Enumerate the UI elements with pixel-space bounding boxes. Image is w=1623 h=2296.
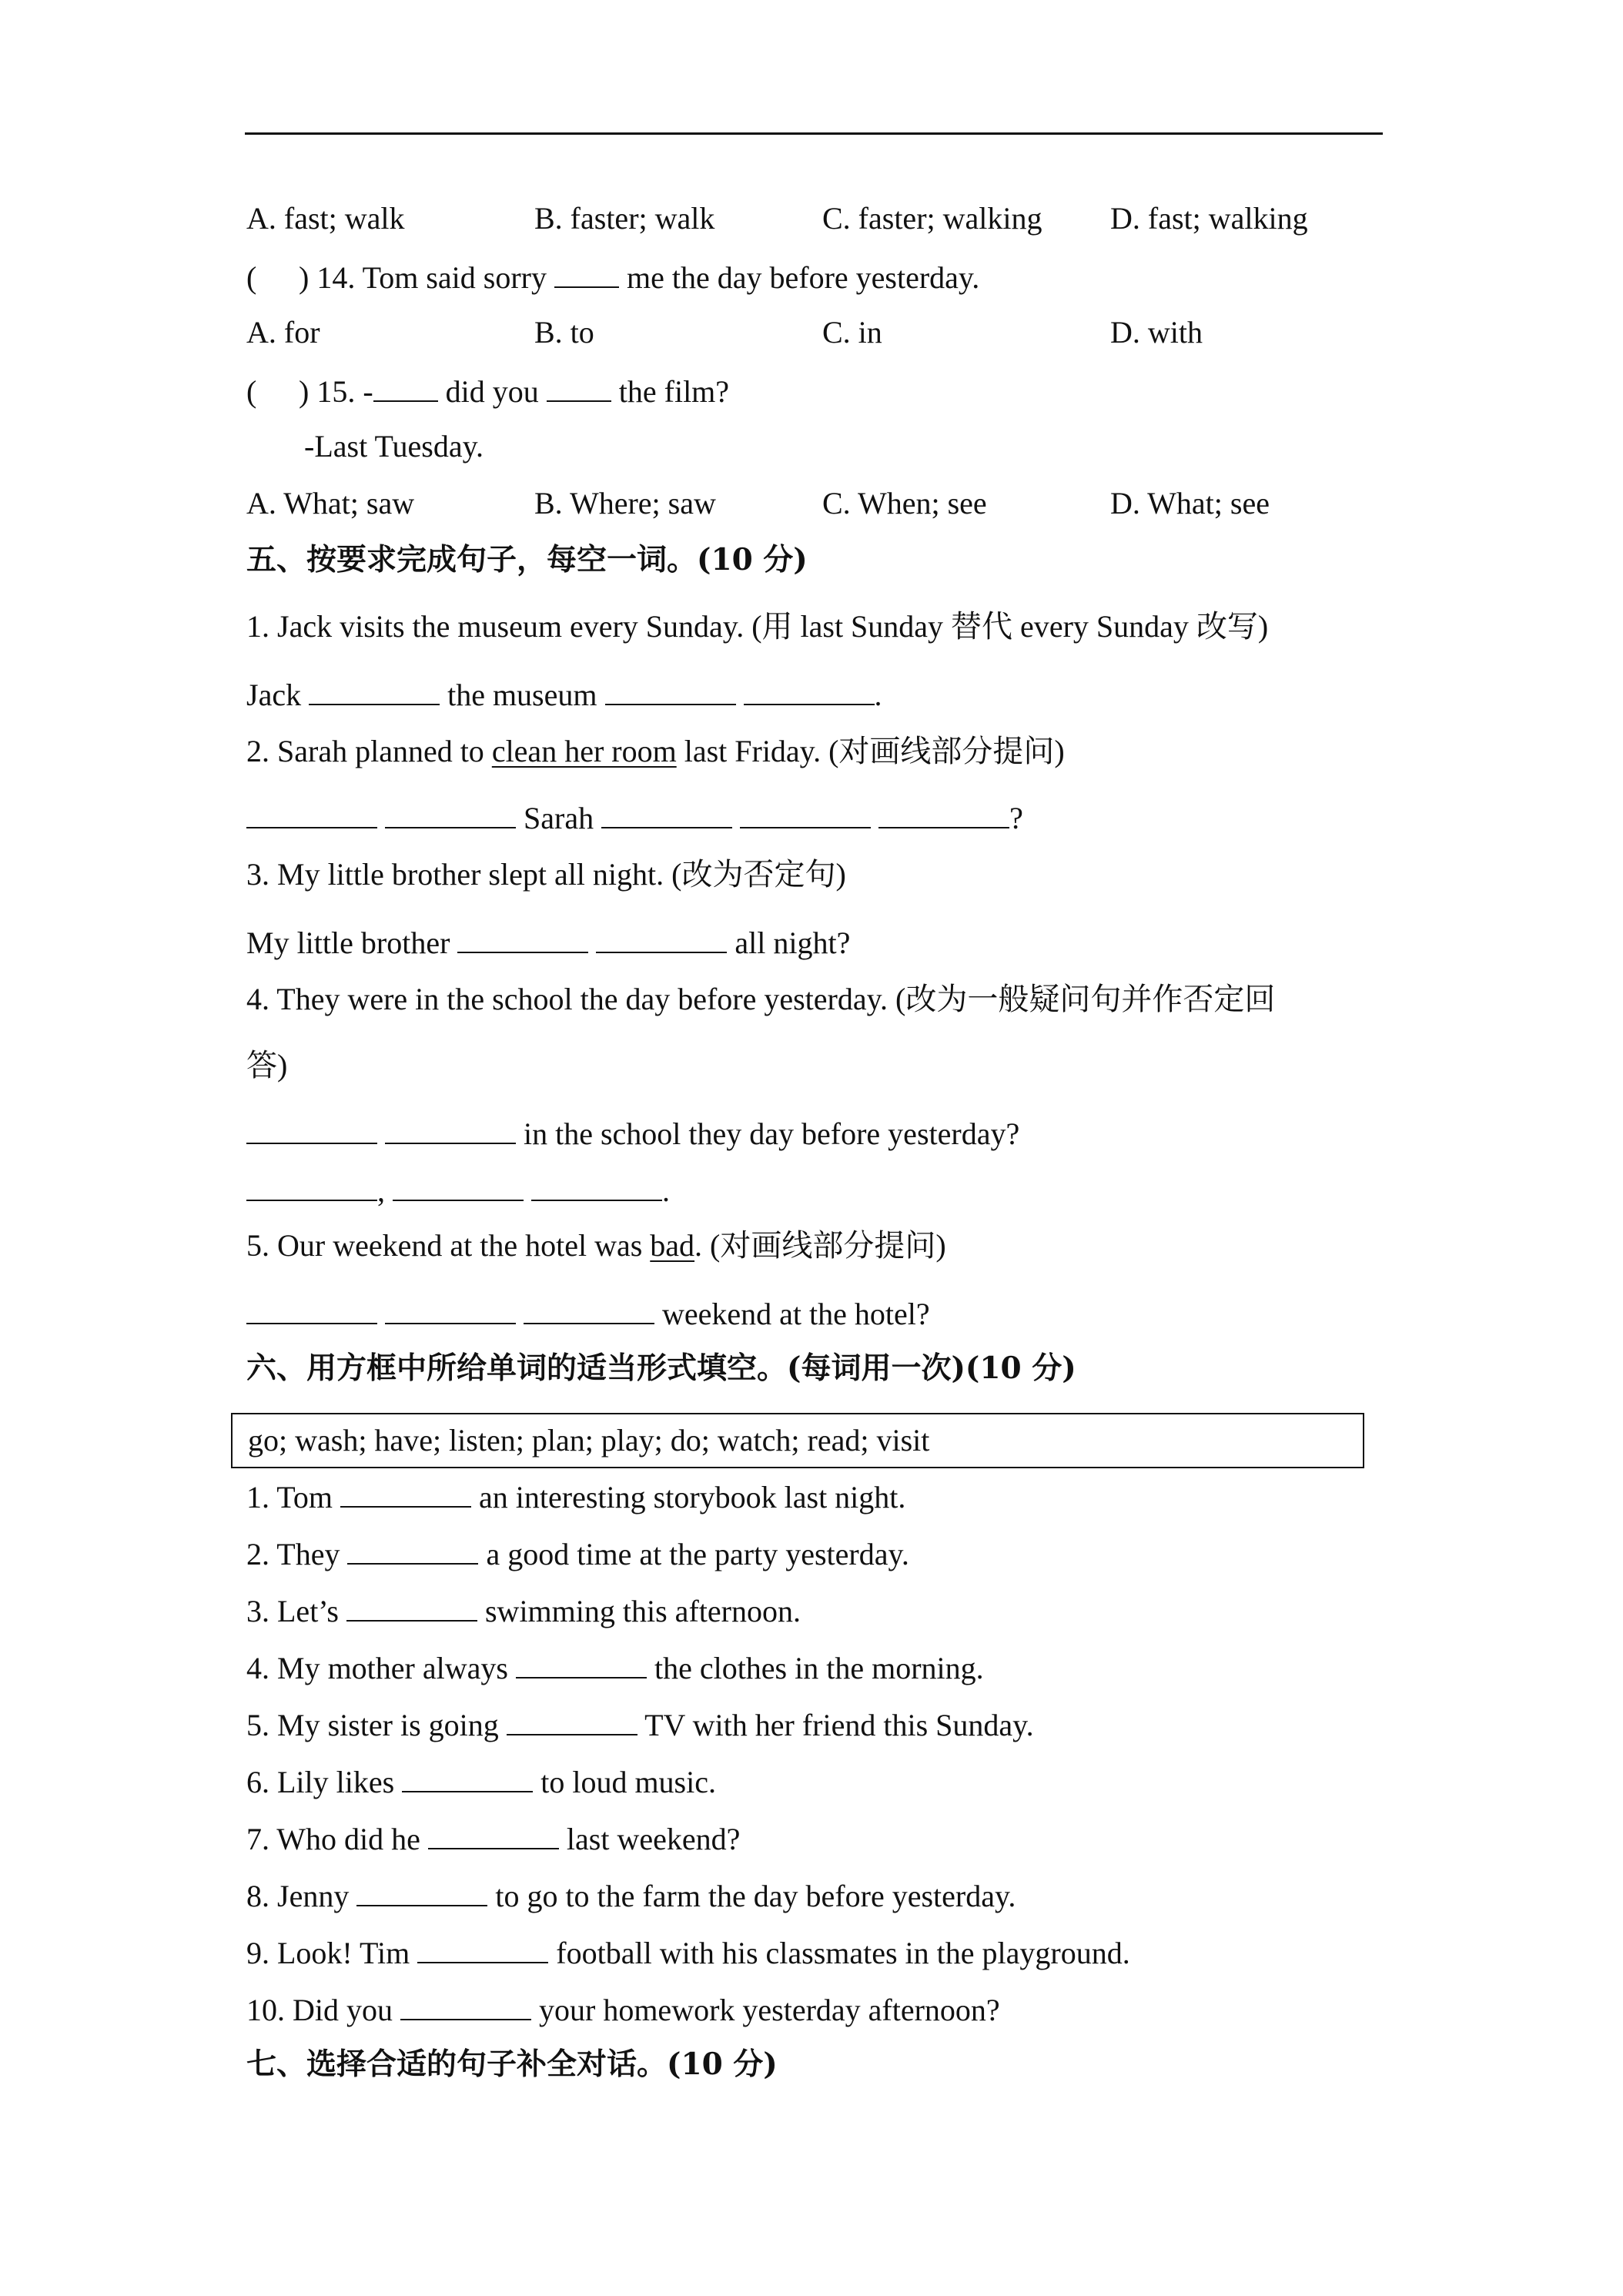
s5-item5-question: 5. Our weekend at the hotel was bad. (对画线部分提问) (246, 1228, 946, 1263)
answer-blank (246, 1297, 377, 1324)
answer-blank (417, 1936, 548, 1963)
answer-blank (385, 1297, 516, 1324)
s5-item3-answer: My little brother all night? (246, 925, 851, 960)
s5-item1-answer: Jack the museum . (246, 678, 882, 712)
answer-blank (246, 801, 377, 828)
q13-option-b: B. faster; walk (534, 201, 715, 236)
answer-blank (356, 1879, 487, 1906)
s5-item5-answer: weekend at the hotel? (246, 1297, 930, 1330)
s6-item: 10. Did you your homework yesterday afternoon? (246, 1993, 1000, 2027)
s6-item: 9. Look! Tim football with his classmates in the playground. (246, 1936, 1130, 1970)
q13-option-a: A. fast; walk (246, 201, 405, 236)
answer-blank (346, 1594, 477, 1622)
q14-option-b: B. to (534, 315, 594, 350)
header-rule (245, 132, 1383, 135)
answer-blank (373, 374, 438, 402)
s5-item4-question-line2: 答) (246, 1048, 288, 1083)
answer-blank (309, 678, 440, 705)
q15-option-c: C. When; see (822, 486, 987, 520)
underlined-phrase: clean her room (491, 734, 677, 768)
s6-item: 3. Let’s swimming this afternoon. (246, 1594, 801, 1628)
q15-option-b: B. Where; saw (534, 486, 716, 520)
s5-item4-answer-line2: , . (246, 1173, 670, 1207)
q14-option-c: C. in (822, 315, 882, 350)
s6-item: 5. My sister is going TV with her friend this Sunday. (246, 1708, 1034, 1742)
q15-option-a: A. What; saw (246, 486, 415, 520)
s5-item4-answer-line1: in the school they day before yesterday? (246, 1116, 1019, 1150)
answer-blank (744, 678, 875, 705)
q13-option-c: C. faster; walking (822, 201, 1042, 236)
answer-blank (507, 1708, 637, 1735)
s6-item: 1. Tom an interesting storybook last night. (246, 1480, 906, 1514)
s6-item: 4. My mother always the clothes in the morning. (246, 1651, 984, 1685)
answer-blank (605, 678, 736, 705)
answer-blank (878, 801, 1009, 828)
s6-item: 6. Lily likes to loud music. (246, 1765, 716, 1799)
answer-blank (347, 1537, 478, 1565)
answer-blank (428, 1822, 559, 1849)
s5-item3-question: 3. My little brother slept all night. (改为否定句) (246, 857, 846, 892)
s6-item: 7. Who did he last weekend? (246, 1822, 741, 1856)
answer-blank (457, 925, 588, 953)
answer-blank (596, 925, 727, 953)
answer-blank (524, 1297, 654, 1324)
answer-blank (402, 1765, 533, 1792)
s6-item: 8. Jenny to go to the farm the day before yesterday. (246, 1879, 1016, 1913)
answer-blank (547, 374, 611, 402)
q14-option-a: A. for (246, 315, 320, 350)
s5-item4-question-line1: 4. They were in the school the day before yesterday. (改为一般疑问句并作否定回 (246, 982, 1276, 1016)
section7-heading: 七、选择合适的句子补全对话。(10 分) (246, 2047, 778, 2082)
s5-item2-answer: Sarah ? (246, 801, 1023, 834)
q15-option-d: D. What; see (1110, 486, 1270, 520)
answer-blank (554, 260, 619, 288)
s5-item2-question: 2. Sarah planned to clean her room last Friday. (对画线部分提问) (246, 734, 1065, 768)
answer-blank (340, 1480, 471, 1508)
answer-blank (385, 1116, 516, 1144)
answer-blank (531, 1173, 662, 1201)
answer-blank (400, 1993, 531, 2020)
underlined-phrase: bad (650, 1228, 695, 1263)
answer-blank (385, 801, 516, 828)
q14-question: ( ) 14. Tom said sorry me the day before yesterday. (246, 260, 980, 295)
q13-option-d: D. fast; walking (1110, 201, 1308, 236)
answer-blank (393, 1173, 524, 1201)
answer-blank (246, 1173, 377, 1201)
answer-blank (516, 1651, 647, 1678)
q14-option-d: D. with (1110, 315, 1203, 350)
s5-item1-question: 1. Jack visits the museum every Sunday. (用 last Sunday 替代 every Sunday 改写) (246, 609, 1269, 644)
answer-blank (246, 1116, 377, 1144)
q15-question: ( ) 15. - did you the film? (246, 374, 730, 409)
section5-heading: 五、按要求完成句子，每空一词。(10 分) (246, 542, 808, 577)
word-box-text: go; wash; have; listen; plan; play; do; watch; read; visit (248, 1423, 930, 1458)
answer-blank (740, 801, 871, 828)
word-box (231, 1413, 1364, 1468)
q15-reply: -Last Tuesday. (304, 429, 484, 464)
answer-blank (601, 801, 732, 828)
s6-item: 2. They a good time at the party yesterday. (246, 1537, 909, 1571)
section6-heading: 六、用方框中所给单词的适当形式填空。(每词用一次)(10 分) (246, 1350, 1076, 1386)
